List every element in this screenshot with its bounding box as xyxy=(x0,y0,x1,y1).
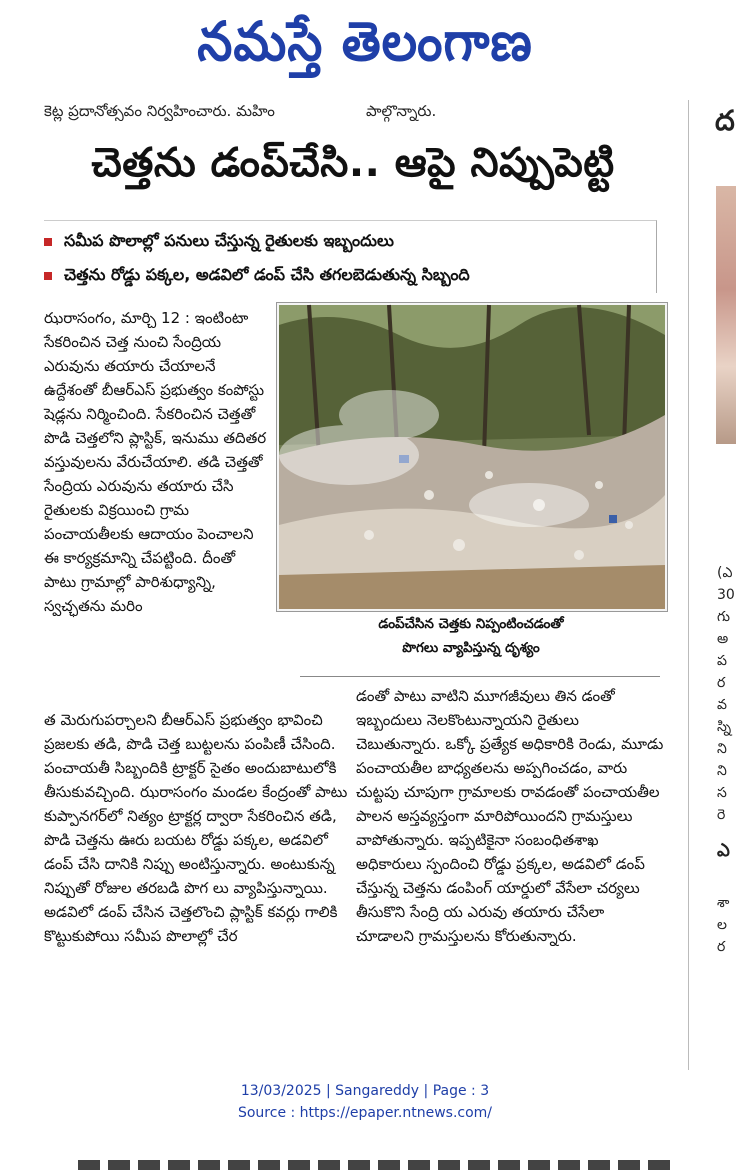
previous-article-fragment-left: కెట్ల ప్రదానోత్సవం నిర్వహించారు. మహిం xyxy=(44,102,275,120)
fragment-line: గు xyxy=(717,609,731,625)
fragment-line: ఎ xyxy=(717,840,730,861)
bullet-square-icon xyxy=(44,238,52,246)
fragment-line: అ xyxy=(717,631,729,647)
fragment-line: ప xyxy=(717,653,727,669)
body-paragraph: డంతో పాటు వాటిని మూగజీవులు తిన డంతో ఇబ్బందులు నెలకొంటున్నాయని రైతులు చెబుతున్నారు. ఒక్కో ప్రత్యేక అధికారికి రెండు, మూడు పంచాయతీల బాధ్యతలను అప్పగించడం, వారు చుట్టపు చూపుగా గ్రామాలకు రావడంతో పంచాయతీల పాలన అస్తవ్యస్తంగా మారిపోయిందని గ్రామస్తులు వాపోతున్నారు. ఇప్పటికైనా సంబంధితశాఖ అధికారులు స్పందించి రోడ్డు ప్రక్కల, అడవిలో డంప్ చేస్తున్న చెత్తను డంపింగ్ యార్డులో వేసేలా చర్యలు తీసుకొని సేంద్రి య ఎరువు తయారు చేసేలా చూడాలని గ్రామస్తులను కోరుతున్నారు. xyxy=(356,687,664,945)
caption-divider xyxy=(300,676,660,677)
fragment-line: ర xyxy=(717,939,726,955)
body-paragraph: ఝరాసంగం, మార్చి 12 : ఇంటింటా సేకరించిన చెత్త నుంచి సేంద్రియ ఎరువును తయారు చేయాలనే ఉద్దేశంతో బీఆర్‌ఎస్ ప్రభుత్వం కంపోస్టు షెడ్లను నిర్మించింది. సేకరించిన చెత్తతో పొడి చెత్తలోని ప్లాస్టిక్, ఇనుము తదితర వస్తువులను వేరుచేయాలి. తడి చెత్తతో సేంద్రియ ఎరువును తయారు చేసి రైతులకు విక్రయించి గ్రామ పంచాయతీలకు ఆదాయం పెంచాలని ఈ కార్యక్రమాన్ని చేపట్టింది. దీంతో పాటు గ్రామాల్లో పారిశుధ్యాన్ని, స్వచ్ఛతను మరిం xyxy=(44,309,267,615)
article-body-column-left-bottom xyxy=(44,708,350,948)
photo-caption xyxy=(276,612,666,660)
newspaper-title: నమస్తే తెలంగాణ xyxy=(197,9,533,73)
subhead-text: సమీప పొలాల్లో పనులు చేస్తున్న రైతులకు ఇబ్బందులు xyxy=(64,230,394,250)
adjacent-photo xyxy=(716,186,736,444)
adjacent-article-strip xyxy=(695,100,735,1070)
source-link[interactable]: Source : https://epaper.ntnews.com/ xyxy=(237,1105,493,1121)
fragment-line: వ xyxy=(717,697,727,713)
subhead-text: చెత్తను రోడ్డు పక్కల, అడవిలో డంప్ చేసి తగలబెడుతున్న సిబ్బంది xyxy=(64,264,470,284)
article-body-column-right xyxy=(356,684,666,948)
article-photo xyxy=(276,302,668,612)
article-subheads xyxy=(44,220,657,293)
garbage-fire-photo xyxy=(279,305,665,609)
fragment-line: (ఎ xyxy=(717,565,733,581)
body-paragraph: త మెరుగుపర్చాలని బీఆర్‌ఎస్ ప్రభుత్వం భావించి ప్రజలకు తడి, పొడి చెత్త బుట్టలను పంపిణీ చేసింది. పంచాయతీ సిబ్బందికి ట్రాక్టర్ సైతం అందుబాటులోకి తీసుకువచ్చింది. ఝరాసంగం మండల కేంద్రంతో పాటు కుప్పానగర్‌లో నిత్యం ట్రాక్టర్ల ద్వారా సేకరించిన తడి, పొడి చెత్తను ఊరు బయట రోడ్డు పక్కల, అడవిలో డంప్ చేసి దానికి నిప్పు అంటిస్తున్నారు. అంటుకున్న నిప్పుతో రోజుల తరబడి పొగ లు వ్యాపిస్తున్నాయి. అడవిలో డంప్ చేసిన చెత్తలొంచి ప్లాస్టిక్ కవర్లు గాలికి కొట్టుకుపోయి సమీప పొలాల్లో చేర xyxy=(44,711,348,945)
page-footer xyxy=(0,1080,730,1124)
fragment-line: ర xyxy=(717,675,726,691)
next-article-cut-headline xyxy=(78,1160,678,1170)
subhead-item xyxy=(44,259,656,293)
subhead-item xyxy=(44,225,656,259)
fragment-line: ని xyxy=(717,763,727,779)
photo-caption-line: డంప్‌చేసిన చెత్తకు నిప్పంటించడంతో xyxy=(378,616,564,632)
photo-caption-line: పొగలు వ్యాపిస్తున్న దృశ్యం xyxy=(402,640,540,656)
fragment-line: ని xyxy=(717,741,727,757)
previous-article-fragment-right: పాల్గొన్నారు. xyxy=(366,102,437,120)
masthead xyxy=(0,0,730,96)
fragment-line: ల xyxy=(717,917,727,933)
adjacent-text-fragments xyxy=(717,562,735,958)
adjacent-headline-fragment: ద xyxy=(715,104,735,137)
article-body-column-left-top xyxy=(44,306,268,618)
article-headline: చెత్తను డంప్‌చేసి.. ఆపై నిప్పుపెట్టి xyxy=(91,140,615,186)
article-region xyxy=(18,100,690,1070)
bullet-square-icon xyxy=(44,272,52,280)
fragment-line: 30 xyxy=(717,587,735,603)
column-divider xyxy=(688,100,689,1070)
fragment-line: శా xyxy=(717,895,730,911)
fragment-line: స్ని xyxy=(717,719,732,735)
fragment-line: స xyxy=(717,785,727,801)
edition-info: 13/03/2025 | Sangareddy | Page : 3 xyxy=(240,1083,490,1099)
fragment-line: రె xyxy=(717,807,726,823)
